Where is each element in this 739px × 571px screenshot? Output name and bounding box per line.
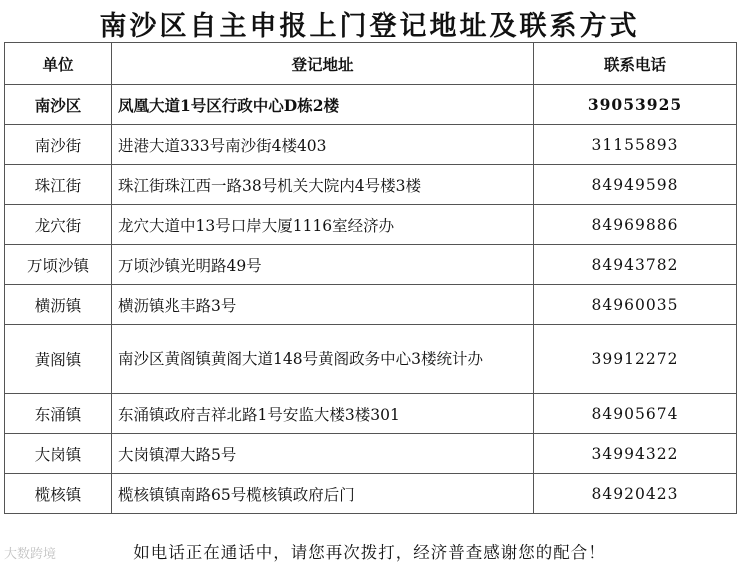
- table-row: [5, 165, 737, 205]
- table-row: [5, 434, 737, 474]
- address-cell: 龙穴大道中13号口岸大厦1116室经济办: [112, 205, 534, 245]
- phone-cell: 34994322: [534, 434, 737, 474]
- phone-cell: 39912272: [534, 325, 737, 394]
- address-cell: 万顷沙镇光明路49号: [112, 245, 534, 285]
- address-cell: 珠江街珠江西一路38号机关大院内4号楼3楼: [112, 165, 534, 205]
- address-cell: 进港大道333号南沙街4楼403: [112, 125, 534, 165]
- table-row: [5, 205, 737, 245]
- unit-cell: 南沙街: [5, 125, 112, 165]
- unit-cell: 榄核镇: [5, 474, 112, 514]
- address-cell: 东涌镇政府吉祥北路1号安监大楼3楼301: [112, 394, 534, 434]
- unit-cell: 大岗镇: [5, 434, 112, 474]
- address-cell: 榄核镇镇南路65号榄核镇政府后门: [112, 474, 534, 514]
- phone-cell: 84949598: [534, 165, 737, 205]
- phone-cell: 84960035: [534, 285, 737, 325]
- unit-cell: 龙穴街: [5, 205, 112, 245]
- phone-cell: 84969886: [534, 205, 737, 245]
- unit-cell: 珠江街: [5, 165, 112, 205]
- unit-cell: 东涌镇: [5, 394, 112, 434]
- table-row: [5, 325, 737, 394]
- contact-table: [4, 42, 737, 514]
- table-header-row: [5, 43, 737, 85]
- phone-cell: 31155893: [534, 125, 737, 165]
- address-cell: 南沙区黄阁镇黄阁大道148号黄阁政务中心3楼统计办: [112, 325, 534, 394]
- watermark: 大数跨境: [4, 547, 57, 562]
- address-cell: 凤凰大道1号区行政中心D栋2楼: [112, 85, 534, 125]
- header-phone: 联系电话: [534, 43, 737, 85]
- table-row: [5, 394, 737, 434]
- unit-cell: 横沥镇: [5, 285, 112, 325]
- header-unit: 单位: [5, 43, 112, 85]
- footer-note: 如电话正在通话中，请您再次拨打，经济普查感谢您的配合！: [133, 543, 606, 562]
- unit-cell: 南沙区: [5, 85, 112, 125]
- phone-cell: 39053925: [534, 85, 737, 125]
- unit-cell: 黄阁镇: [5, 325, 112, 394]
- table-row: [5, 285, 737, 325]
- header-address: 登记地址: [112, 43, 534, 85]
- phone-cell: 84920423: [534, 474, 737, 514]
- phone-cell: 84905674: [534, 394, 737, 434]
- table-row: [5, 85, 737, 125]
- table-row: [5, 125, 737, 165]
- address-cell: 大岗镇潭大路5号: [112, 434, 534, 474]
- table-row: [5, 245, 737, 285]
- phone-cell: 84943782: [534, 245, 737, 285]
- table-row: [5, 474, 737, 514]
- unit-cell: 万顷沙镇: [5, 245, 112, 285]
- page-title: 南沙区自主申报上门登记地址及联系方式: [99, 11, 640, 42]
- address-cell: 横沥镇兆丰路3号: [112, 285, 534, 325]
